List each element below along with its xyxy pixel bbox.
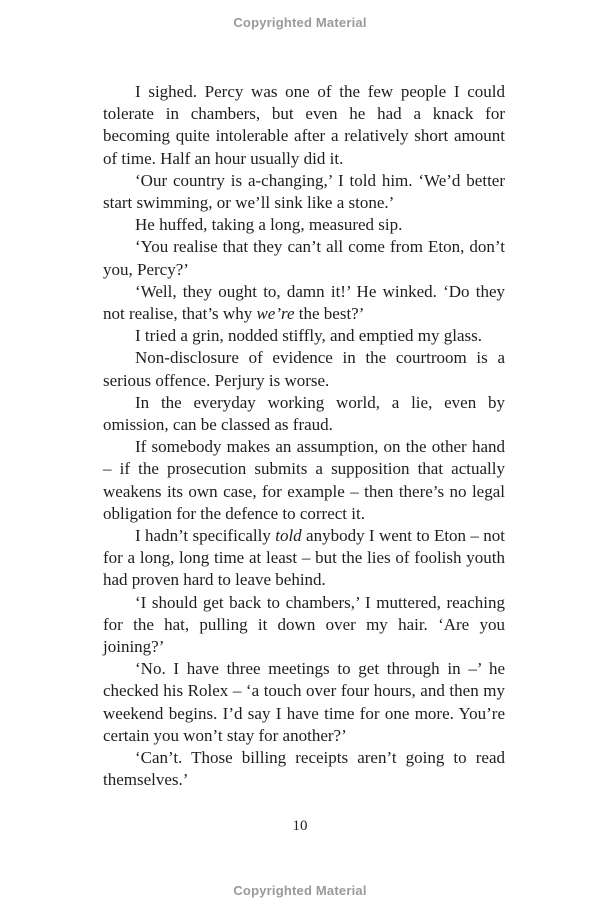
body-text: I hadn’t specifically xyxy=(135,526,276,546)
paragraph xyxy=(103,236,505,280)
body-text: the best?’ xyxy=(294,304,365,324)
italic-text: we’re xyxy=(256,304,295,324)
copyright-notice-bottom: Copyrighted Material xyxy=(233,883,367,898)
paragraph xyxy=(103,347,505,391)
paragraph xyxy=(103,747,505,791)
body-text: ‘Our country is a-changing,’ I told him. ‘We’d better start swimming, or we’ll sink like a stone.’ xyxy=(103,170,505,213)
paragraph xyxy=(103,214,505,236)
body-text: I sighed. Percy was one of the few people I could tolerate in chambers, but even he had a knack for becoming quite intolerable after a relatively short amount of time. Half an hour usually did it. xyxy=(103,82,505,168)
body-text: He huffed, taking a long, measured sip. xyxy=(135,215,403,235)
paragraph xyxy=(103,81,505,170)
body-text: ‘I should get back to chambers,’ I muttered, reaching for the hat, pulling it down over my hair. ‘Are you joining?’ xyxy=(103,592,505,657)
italic-text: told xyxy=(275,526,302,546)
copyright-notice-top: Copyrighted Material xyxy=(233,15,367,30)
body-text: In the everyday working world, a lie, even by omission, can be classed as fraud. xyxy=(103,392,505,435)
body-text: I tried a grin, nodded stiffly, and emptied my glass. xyxy=(135,326,483,346)
paragraph xyxy=(103,592,505,659)
paragraph xyxy=(103,392,505,436)
body-text: Non-disclosure of evidence in the courtroom is a serious offence. Perjury is worse. xyxy=(103,348,505,390)
text-block xyxy=(103,81,505,792)
page-number: 10 xyxy=(292,818,308,834)
body-text: If somebody makes an assumption, on the other hand – if the prosecution submits a supposition that actually weakens its own case, for example – then there’s no legal obligation for the defence to correct it. xyxy=(103,437,505,523)
paragraph xyxy=(103,170,505,214)
body-text: ‘No. I have three meetings to get through in –’ he checked his Rolex – ‘a touch over four hours, and then my weekend begins. I’d say I have time for one more. You’re certain you won’t stay for another?’ xyxy=(103,659,505,745)
paragraph xyxy=(103,325,505,347)
body-text: anybody I went to Eton – not for a long, long time at least – but the lies of foolish youth had proven hard to leave behind. xyxy=(103,526,505,590)
paragraph xyxy=(103,525,505,592)
body-text: ‘Can’t. Those billing receipts aren’t going to read themselves.’ xyxy=(103,748,505,790)
paragraph xyxy=(103,658,505,747)
paragraph xyxy=(103,281,505,325)
body-text: ‘You realise that they can’t all come from Eton, don’t you, Percy?’ xyxy=(103,237,505,279)
body-text: ‘Well, they ought to, damn it!’ He winked. ‘Do they not realise, that’s why xyxy=(103,281,505,324)
paragraph xyxy=(103,436,505,525)
